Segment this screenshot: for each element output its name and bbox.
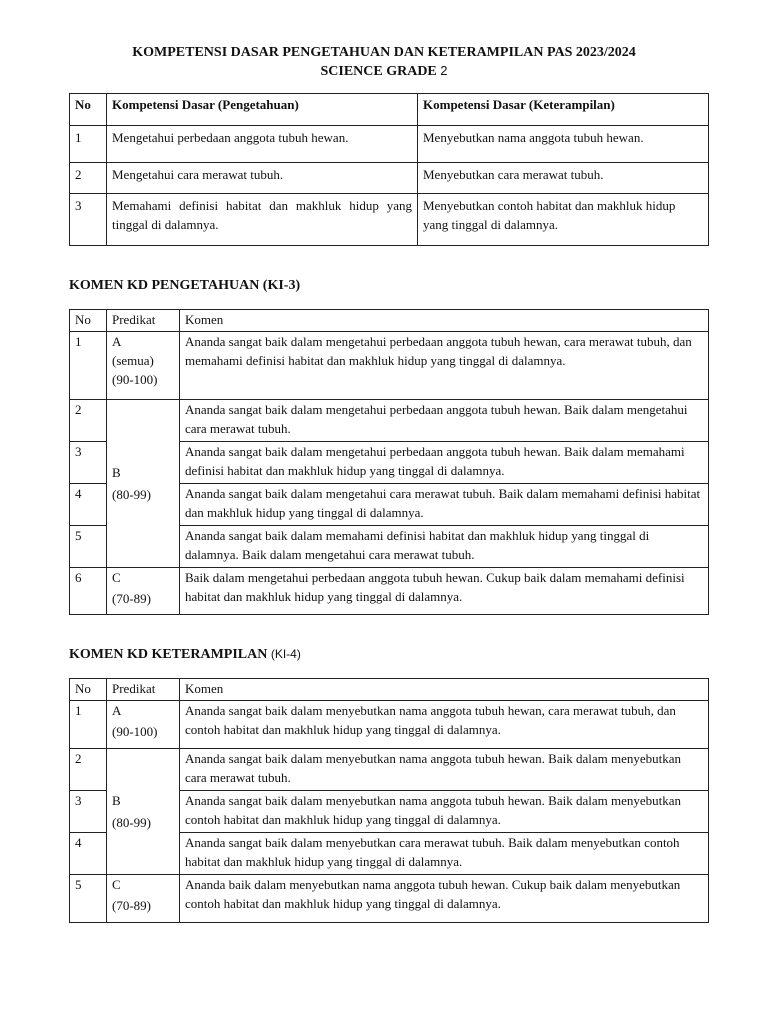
pengetahuan-heading: KOMEN KD PENGETAHUAN (KI-3) [69, 278, 301, 293]
table-row [70, 126, 709, 163]
predikat-a-cell [107, 701, 180, 749]
kd-row-pengetahuan: Memahami definisi habitat dan makhluk hidup yang tinggal di dalamnya. [107, 194, 418, 246]
table-row [70, 749, 709, 791]
pengetahuan-table-header [70, 310, 709, 332]
predikat-grade: A [112, 334, 122, 349]
predikat-range: (70-89) [112, 591, 151, 606]
predikat-b-cell [107, 400, 180, 568]
keterampilan-heading-code: (KI-4) [270, 647, 301, 661]
row-no: 6 [70, 568, 107, 615]
title-line-2 [0, 62, 768, 81]
predikat-grade: C [112, 877, 121, 892]
keterampilan-heading-main: KOMEN KD KETERAMPILAN [69, 647, 271, 662]
keterampilan-table [69, 678, 709, 923]
row-no: 2 [70, 400, 107, 442]
kd-row-no: 1 [70, 126, 107, 163]
kd-row-no: 2 [70, 163, 107, 194]
document-title [0, 44, 768, 81]
kd-row-keterampilan: Menyebutkan nama anggota tubuh hewan. [418, 126, 709, 163]
row-komen: Ananda sangat baik dalam memahami definisi habitat dan makhluk hidup yang tinggal di dalamnya. Baik dalam mengetahui cara merawat tubuh. [180, 526, 709, 568]
predikat-c-cell [107, 568, 180, 615]
row-no: 1 [70, 701, 107, 749]
predikat-grade: A [112, 703, 122, 718]
predikat-note: (semua) [112, 353, 154, 368]
predikat-grade: C [112, 570, 121, 585]
table-row [70, 163, 709, 194]
table-row [70, 568, 709, 615]
table-row [70, 194, 709, 246]
row-komen: Ananda sangat baik dalam mengetahui perbedaan anggota tubuh hewan, cara merawat tubuh, dan memahami definisi habitat dan makhluk hidup yang tinggal di dalamnya. [180, 332, 709, 400]
kd-row-keterampilan: Menyebutkan contoh habitat dan makhluk hidup yang tinggal di dalamnya. [418, 194, 709, 246]
row-no: 4 [70, 484, 107, 526]
kd-header-pengetahuan: Kompetensi Dasar (Pengetahuan) [107, 94, 418, 126]
row-komen: Ananda sangat baik dalam menyebutkan nama anggota tubuh hewan. Baik dalam menyebutkan cara merawat tubuh. [180, 749, 709, 791]
predikat-c-cell [107, 875, 180, 923]
title-grade: 2 [440, 63, 448, 78]
predikat-range: (70-89) [112, 898, 151, 913]
pengetahuan-header-no: No [70, 310, 107, 332]
kd-table [69, 93, 709, 246]
row-komen: Baik dalam mengetahui perbedaan anggota tubuh hewan. Cukup baik dalam memahami definisi habitat dan makhluk hidup yang tinggal di dalamnya. [180, 568, 709, 615]
kd-row-keterampilan: Menyebutkan cara merawat tubuh. [418, 163, 709, 194]
predikat-range: (80-99) [112, 815, 151, 830]
kd-row-pengetahuan: Mengetahui perbedaan anggota tubuh hewan. [107, 126, 418, 163]
kd-table-header [70, 94, 709, 126]
table-row [70, 332, 709, 400]
pengetahuan-header-predikat: Predikat [107, 310, 180, 332]
pengetahuan-table [69, 309, 709, 615]
row-no: 5 [70, 526, 107, 568]
keterampilan-header-no: No [70, 679, 107, 701]
table-row [70, 701, 709, 749]
row-no: 1 [70, 332, 107, 400]
row-komen: Ananda sangat baik dalam menyebutkan nama anggota tubuh hewan. Baik dalam menyebutkan contoh habitat dan makhluk hidup yang tinggal di dalamnya. [180, 791, 709, 833]
kd-row-no: 3 [70, 194, 107, 246]
predikat-grade: B [112, 465, 121, 480]
keterampilan-header-komen: Komen [180, 679, 709, 701]
row-no: 4 [70, 833, 107, 875]
predikat-a-cell [107, 332, 180, 400]
kd-row-pengetahuan: Mengetahui cara merawat tubuh. [107, 163, 418, 194]
title-line-1: KOMPETENSI DASAR PENGETAHUAN DAN KETERAMPILAN PAS 2023/2024 [132, 45, 636, 60]
row-komen: Ananda baik dalam menyebutkan nama anggota tubuh hewan. Cukup baik dalam menyebutkan contoh habitat dan makhluk hidup yang tinggal di dalamnya. [180, 875, 709, 923]
predikat-b-cell [107, 749, 180, 875]
row-no: 2 [70, 749, 107, 791]
row-komen: Ananda sangat baik dalam mengetahui perbedaan anggota tubuh hewan. Baik dalam mengetahui cara merawat tubuh. [180, 400, 709, 442]
row-no: 3 [70, 791, 107, 833]
predikat-grade: B [112, 793, 121, 808]
row-komen: Ananda sangat baik dalam menyebutkan cara merawat tubuh. Baik dalam menyebutkan contoh habitat dan makhluk hidup yang tinggal di dalamnya. [180, 833, 709, 875]
predikat-range: (80-99) [112, 487, 151, 502]
keterampilan-heading [69, 647, 301, 663]
row-no: 3 [70, 442, 107, 484]
kd-header-keterampilan: Kompetensi Dasar (Keterampilan) [418, 94, 709, 126]
pengetahuan-header-komen: Komen [180, 310, 709, 332]
table-row [70, 875, 709, 923]
predikat-range: (90-100) [112, 724, 158, 739]
row-komen: Ananda sangat baik dalam mengetahui cara merawat tubuh. Baik dalam memahami definisi habitat dan makhluk hidup yang tinggal di dalamnya. [180, 484, 709, 526]
keterampilan-table-header [70, 679, 709, 701]
keterampilan-header-predikat: Predikat [107, 679, 180, 701]
kd-header-no: No [70, 94, 107, 126]
row-no: 5 [70, 875, 107, 923]
row-komen: Ananda sangat baik dalam menyebutkan nama anggota tubuh hewan, cara merawat tubuh, dan contoh habitat dan makhluk hidup yang tinggal di dalamnya. [180, 701, 709, 749]
title-subject: SCIENCE GRADE [320, 64, 441, 79]
predikat-range: (90-100) [112, 372, 158, 387]
table-row [70, 400, 709, 442]
row-komen: Ananda sangat baik dalam mengetahui perbedaan anggota tubuh hewan. Baik dalam memahami definisi habitat dan makhluk hidup yang tinggal di dalamnya. [180, 442, 709, 484]
